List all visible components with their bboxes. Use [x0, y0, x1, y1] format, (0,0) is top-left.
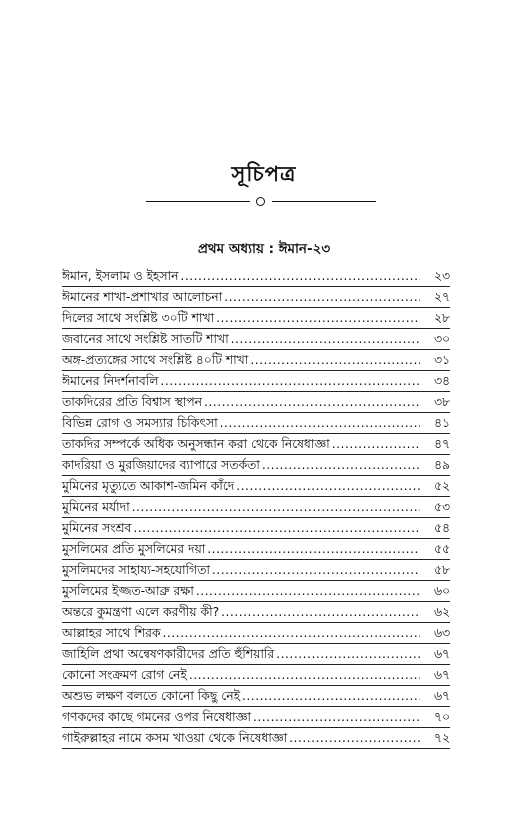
toc-leader-dots	[216, 308, 420, 329]
toc-leader-dots	[242, 686, 420, 707]
toc-entry-title: কোনো সংক্রমণ রোগ নেই	[62, 668, 187, 682]
toc-entry	[62, 413, 450, 434]
circle-ornament-icon	[256, 197, 265, 206]
toc-entry-title: মুসলিমদের সাহায্য-সহযোগিতা	[62, 563, 210, 577]
toc-entry-title: অঙ্গ-প্রত্যঙ্গের সাথে সংশ্লিষ্ট ৪০টি শাখা	[62, 353, 249, 367]
divider-line-left	[146, 201, 250, 202]
toc-entry-page: ৫৪	[434, 521, 450, 535]
toc-entry-title: ঈমানের শাখা-প্রশাখার আলোচনা	[62, 290, 223, 304]
toc-entry-page: ৬৭	[434, 689, 450, 703]
toc-entry	[62, 518, 450, 539]
toc-entry-page: ৫২	[434, 479, 450, 493]
toc-leader-dots	[289, 728, 420, 749]
toc-leader-dots	[276, 644, 420, 665]
toc-entry-page: ৫৮	[434, 563, 450, 577]
toc-entry	[62, 476, 450, 497]
chapter-heading: প্রথম অধ্যায় : ঈমান-২৩	[197, 241, 331, 257]
toc-entry-page: ৬৩	[434, 626, 450, 640]
toc-entry-title: মুমিনের মৃত্যুতে আকাশ-জমিন কাঁদে	[62, 479, 235, 493]
toc-entry	[62, 707, 450, 728]
toc-leader-dots	[196, 581, 420, 602]
toc-entry-page: ২৭	[434, 290, 450, 304]
toc-leader-dots	[220, 413, 420, 434]
toc-entry-title: জাহিলি প্রথা অন্বেষণকারীদের প্রতি হুঁশিয়ারি	[62, 647, 275, 661]
title-ornament-divider	[146, 197, 376, 207]
toc-entry	[62, 539, 450, 560]
toc-entry-title: দিলের সাথে সংশ্লিষ্ট ৩০টি শাখা	[62, 311, 215, 325]
toc-leader-dots	[162, 623, 420, 644]
toc-entry-page: ৩৮	[434, 395, 450, 409]
toc-entry-page: ৩০	[434, 332, 450, 346]
toc-entry-page: ৬৭	[434, 668, 450, 682]
toc-entry-title: তাকদিরের প্রতি বিশ্বাস স্থাপন	[62, 395, 202, 409]
toc-entry-title: গাইরুল্লাহর নামে কসম খাওয়া থেকে নিষেধাজ্ঞা	[62, 731, 288, 745]
toc-entry-page: ৩১	[434, 353, 450, 367]
toc-entry	[62, 665, 450, 686]
toc-leader-dots	[189, 665, 420, 686]
toc-entry	[62, 602, 450, 623]
toc-entry	[62, 371, 450, 392]
toc-entry	[62, 728, 450, 749]
toc-entry-title: অন্তরে কুমন্ত্রণা এলে করণীয় কী?	[62, 605, 220, 619]
toc-entry-title: অশুভ লক্ষণ বলতে কোনো কিছু নেই	[62, 689, 240, 703]
toc-entry-page: ৬২	[434, 605, 450, 619]
toc-entry-page: ৫৩	[434, 500, 450, 514]
toc-leader-dots	[207, 539, 420, 560]
toc-entry-title: তাকদির সম্পর্কে অধিক অনুসন্ধান করা থেকে নিষেধাজ্ঞা	[62, 437, 330, 451]
toc-entry	[62, 392, 450, 413]
divider-line-right	[272, 201, 376, 202]
toc-entry-page: ৭০	[434, 710, 450, 724]
toc-entry-page: ২৮	[434, 311, 450, 325]
toc-leader-dots	[236, 476, 420, 497]
toc-entry-title: মুমিনের সংশ্রব	[62, 521, 132, 535]
toc-entry	[62, 455, 450, 476]
toc-entry	[62, 560, 450, 581]
toc-leader-dots	[204, 392, 420, 413]
toc-leader-dots	[231, 329, 420, 350]
toc-entry-title: ঈমান, ইসলাম ও ইহসান	[62, 269, 179, 283]
toc-leader-dots	[221, 602, 420, 623]
toc-entry-page: ৬৭	[434, 647, 450, 661]
toc-entry-page: ৬০	[434, 584, 450, 598]
toc-entry-page: ৪৯	[434, 458, 450, 472]
toc-entry-title: গণকদের কাছে গমনের ওপর নিষেধাজ্ঞা	[62, 710, 251, 724]
table-of-contents	[62, 266, 450, 749]
page-title: সূচিপত্র	[231, 161, 297, 186]
toc-entry	[62, 329, 450, 350]
toc-leader-dots	[160, 371, 420, 392]
toc-entry-page: ৩৪	[434, 374, 450, 388]
toc-entry-title: মুসলিমের প্রতি মুসলিমের দয়া	[62, 542, 206, 556]
toc-entry-title: আল্লাহর সাথে শিরক	[62, 626, 161, 640]
toc-entry-page: ৭২	[434, 731, 450, 745]
toc-leader-dots	[212, 560, 420, 581]
toc-entry	[62, 287, 450, 308]
toc-leader-dots	[132, 497, 420, 518]
toc-entry	[62, 266, 450, 287]
toc-entry	[62, 623, 450, 644]
toc-leader-dots	[133, 518, 420, 539]
toc-leader-dots	[262, 455, 420, 476]
toc-leader-dots	[253, 707, 420, 728]
toc-entry	[62, 350, 450, 371]
toc-entry-page: ৪১	[434, 416, 450, 430]
toc-leader-dots	[224, 287, 420, 308]
toc-entry-title: মুসলিমের ইজ্জত-আব্রু রক্ষা	[62, 584, 194, 598]
toc-entry	[62, 434, 450, 455]
toc-entry-page: ৫৫	[434, 542, 450, 556]
toc-leader-dots	[180, 266, 420, 287]
toc-entry-title: ঈমানের নিদর্শনাবলি	[62, 374, 159, 388]
toc-entry	[62, 644, 450, 665]
toc-entry-page: ৪৭	[434, 437, 450, 451]
toc-entry-title: কাদরিয়া ও মুরজিয়াদের ব্যাপারে সতর্কতা	[62, 458, 260, 472]
toc-entry	[62, 497, 450, 518]
toc-entry	[62, 686, 450, 707]
toc-entry-page: ২৩	[434, 269, 450, 283]
toc-entry-title: মুমিনের মর্যাদা	[62, 500, 130, 514]
toc-entry	[62, 308, 450, 329]
toc-entry-title: বিভিন্ন রোগ ও সমস্যার চিকিৎসা	[62, 416, 218, 430]
toc-entry	[62, 581, 450, 602]
toc-leader-dots	[332, 434, 420, 455]
toc-leader-dots	[250, 350, 420, 371]
toc-entry-title: জবানের সাথে সংশ্লিষ্ট সাতটি শাখা	[62, 332, 229, 346]
